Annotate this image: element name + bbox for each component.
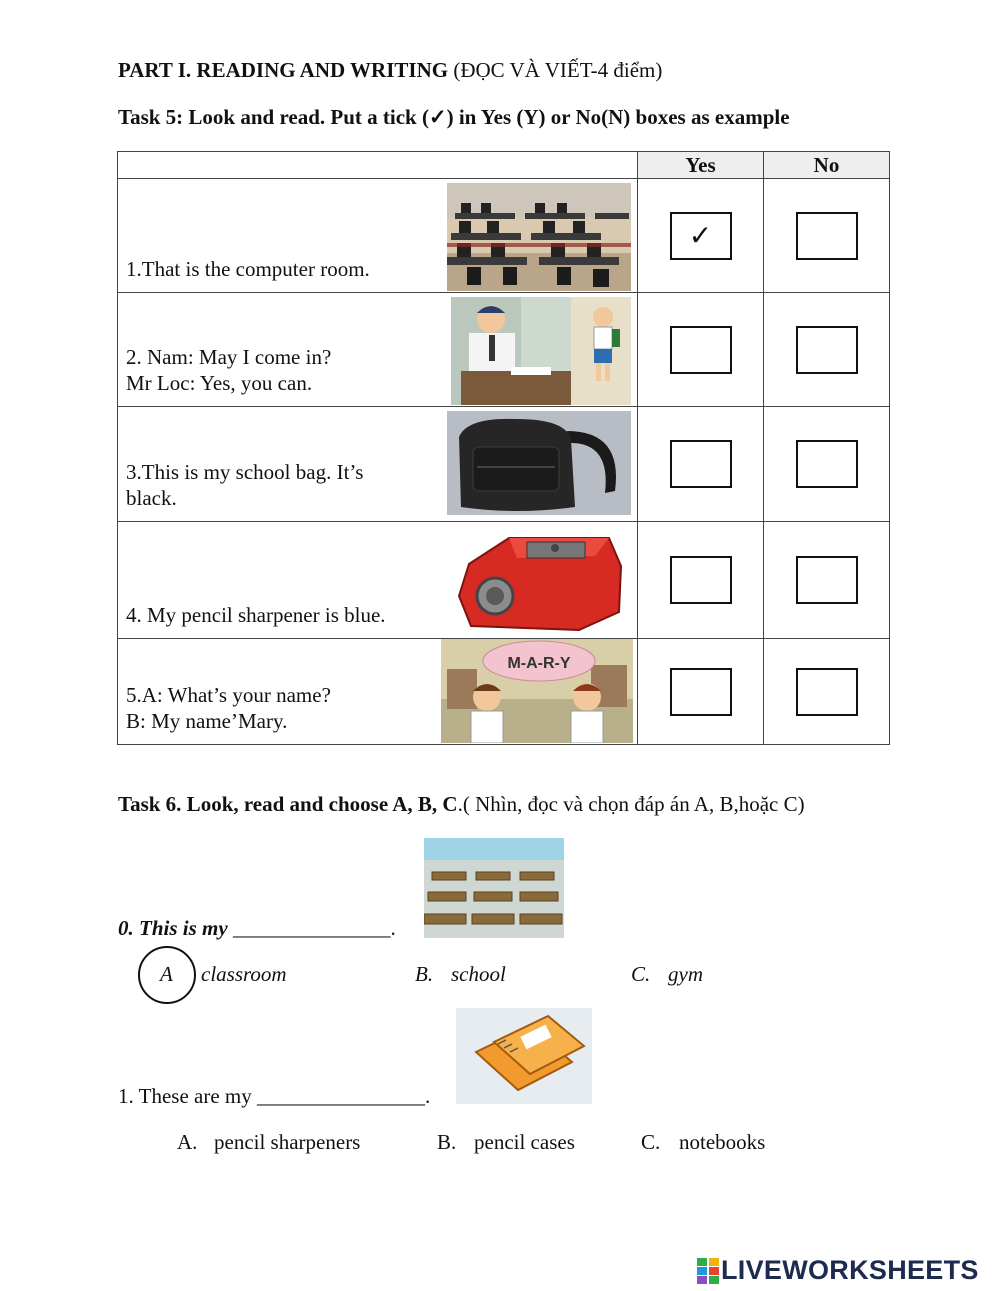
header-yes: Yes (638, 152, 764, 179)
liveworksheets-logo (697, 1255, 979, 1286)
logo-mark-icon (697, 1258, 719, 1284)
no-cell-4 (764, 522, 890, 639)
question-0 (118, 916, 396, 941)
red-pencil-sharpener-image (449, 526, 629, 634)
yes-cell-2 (638, 293, 764, 407)
kids-talking-image (441, 639, 633, 743)
question-row-3 (118, 407, 638, 522)
question-row-4 (118, 522, 638, 639)
question-1: 1. These are my ________________. (118, 1084, 431, 1108)
part-title-rest: (ĐỌC VÀ VIẾT-4 điểm) (448, 58, 663, 82)
q1-option-a-letter[interactable]: A. (177, 1130, 198, 1154)
yes-checkbox-3[interactable] (670, 440, 732, 488)
task6-title-rest: .( Nhìn, đọc và chọn đáp án A, B,hoặc C) (457, 792, 805, 816)
question-row-5 (118, 639, 638, 745)
no-cell-2 (764, 293, 890, 407)
question-text-2: 2. Nam: May I come in? Mr Loc: Yes, you can. (126, 345, 332, 395)
yes-checkbox-1[interactable]: ✓ (670, 212, 732, 260)
q1-option-a-text[interactable]: pencil sharpeners (214, 1130, 361, 1154)
yes-checkbox-2[interactable] (670, 326, 732, 374)
question-text-5: 5.A: What’s your name? B: My name’Mary. (126, 683, 331, 733)
header-blank (118, 152, 638, 179)
task6-title-bold: Task 6. Look, read and choose A, B, C (118, 792, 458, 816)
yes-checkbox-5[interactable] (670, 668, 732, 716)
bubble-text: M-A-R-Y (507, 655, 571, 672)
part-title-bold: PART I. READING AND WRITING (118, 58, 449, 82)
q0-option-c-letter[interactable]: C. (631, 962, 651, 986)
q0-option-c-text[interactable]: gym (668, 962, 703, 986)
question-text-1: 1.That is the computer room. (126, 257, 370, 281)
school-bag-image (447, 411, 631, 515)
no-checkbox-2[interactable] (796, 326, 858, 374)
q0-option-a-text[interactable]: classroom (201, 962, 287, 986)
no-checkbox-4[interactable] (796, 556, 858, 604)
q1-option-b-text[interactable]: pencil cases (474, 1130, 575, 1154)
part-title (118, 58, 662, 83)
question-row-1 (118, 179, 638, 293)
q1-option-c-letter[interactable]: C. (641, 1130, 661, 1154)
logo-text: LIVEWORKSHEETS (721, 1255, 979, 1285)
computer-room-image (447, 183, 631, 291)
yes-cell-5 (638, 639, 764, 745)
q0-option-a-letter[interactable]: A (160, 962, 173, 986)
no-cell-1 (764, 179, 890, 293)
task5-table (117, 151, 890, 745)
question-0-blank[interactable]: _______________. (227, 916, 396, 940)
q1-option-c-text[interactable]: notebooks (679, 1130, 766, 1154)
q1-option-b-letter[interactable]: B. (437, 1130, 457, 1154)
no-checkbox-3[interactable] (796, 440, 858, 488)
no-cell-3 (764, 407, 890, 522)
teacher-student-image (451, 297, 631, 405)
question-text-4: 4. My pencil sharpener is blue. (126, 603, 386, 627)
q0-option-b-letter[interactable]: B. (415, 962, 434, 986)
task6-title (118, 792, 805, 817)
question-0-prompt: 0. This is my (118, 916, 228, 940)
classroom-desks-image (424, 838, 564, 938)
question-text-3: 3.This is my school bag. It’s black. (126, 460, 364, 510)
yes-cell-1 (638, 179, 764, 293)
yes-cell-3 (638, 407, 764, 522)
q0-option-b-text[interactable]: school (451, 962, 506, 986)
yes-checkbox-4[interactable] (670, 556, 732, 604)
task5-title: Task 5: Look and read. Put a tick (✓) in Yes (Y) or No(N) boxes as example (118, 105, 790, 129)
header-no: No (764, 152, 890, 179)
no-checkbox-5[interactable] (796, 668, 858, 716)
no-cell-5 (764, 639, 890, 745)
question-row-2 (118, 293, 638, 407)
no-checkbox-1[interactable] (796, 212, 858, 260)
yes-cell-4 (638, 522, 764, 639)
notebooks-image (456, 1008, 592, 1104)
